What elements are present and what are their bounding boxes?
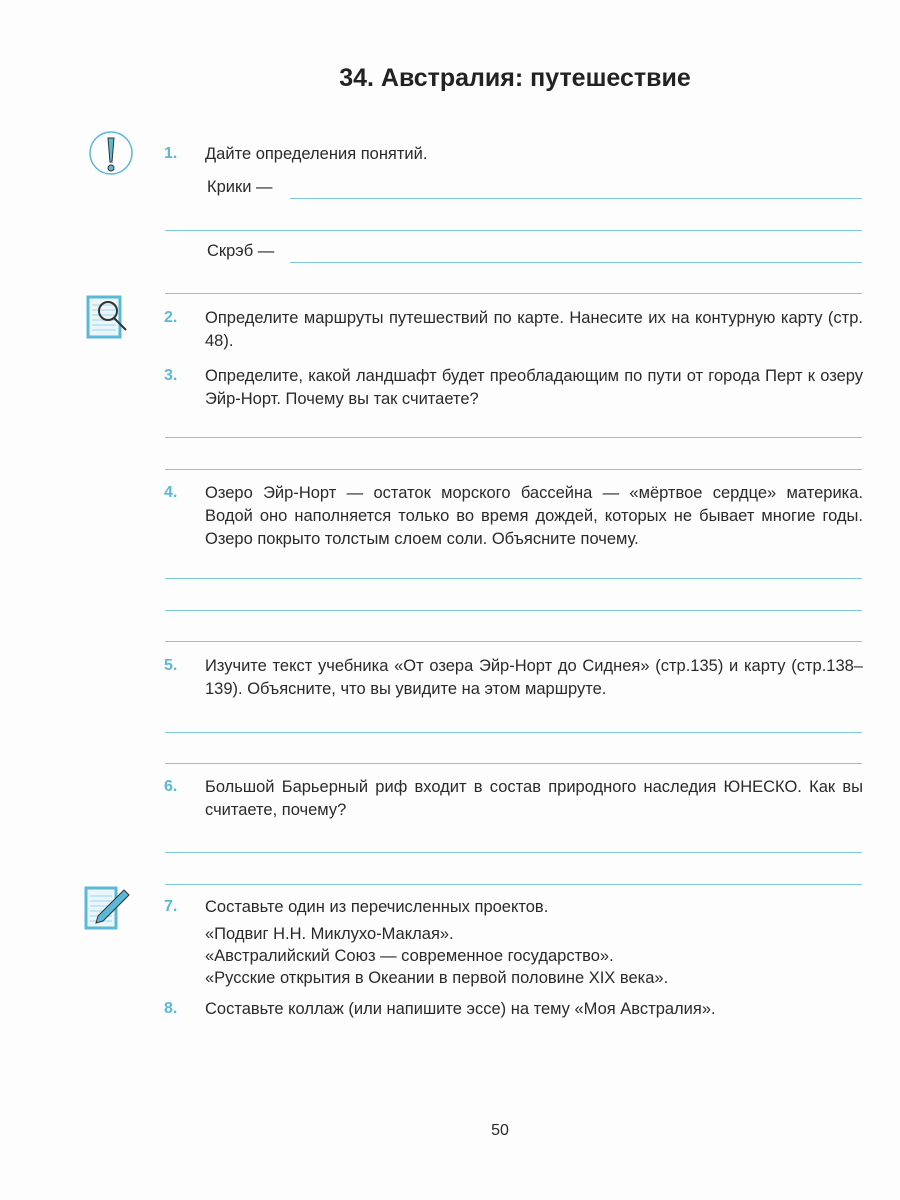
page-number: 50 [491, 1122, 509, 1139]
task-number: 7. [164, 898, 178, 915]
task-text: Составьте один из перечисленных проектов. [205, 898, 549, 916]
task-number: 6. [164, 778, 178, 795]
answer-line[interactable] [165, 732, 862, 733]
task-number: 8. [164, 1000, 178, 1017]
task-text: Озеро Эйр-Норт — остаток морского бассейна — «мёртвое сердце» материка. Водой оно наполняется только во время дождей, которых не бывает многие годы. Озеро покрыто толстым слоем соли. Объясните почему. [205, 484, 863, 548]
task-number: 3. [164, 367, 178, 384]
term-label: Крики — [207, 178, 273, 196]
answer-line[interactable] [165, 469, 862, 470]
answer-line[interactable] [165, 641, 862, 642]
project-item: «Русские открытия в Океании в первой половине XIX века». [205, 969, 669, 987]
pencil-document-icon [84, 884, 132, 932]
answer-line[interactable] [165, 610, 862, 611]
answer-line[interactable] [290, 262, 862, 263]
page-title: 34. Австралия: путешествие [339, 64, 691, 92]
task-number: 2. [164, 309, 178, 326]
project-item: «Подвиг Н.Н. Миклухо-Маклая». [205, 925, 454, 943]
task-text: Составьте коллаж (или напишите эссе) на тему «Моя Австралия». [205, 1000, 716, 1018]
exclamation-icon [88, 130, 134, 176]
answer-line[interactable] [290, 198, 862, 199]
magnifier-document-icon [86, 295, 134, 343]
task-number: 1. [164, 145, 178, 162]
task-text: Большой Барьерный риф входит в состав природного наследия ЮНЕСКО. Как вы считаете, почему? [205, 778, 863, 819]
term-label: Скрэб — [207, 242, 275, 260]
task-text: Изучите текст учебника «От озера Эйр-Норт до Сиднея» (стр.135) и карту (стр.138–139). Объясните, что вы увидите на этом маршруте. [205, 657, 863, 698]
answer-line[interactable] [165, 763, 862, 764]
project-item: «Австралийский Союз — современное государство». [205, 947, 614, 965]
task-text: Дайте определения понятий. [205, 145, 428, 163]
task-text: Определите маршруты путешествий по карте. Нанесите их на контурную карту (стр. 48). [205, 309, 863, 350]
task-number: 4. [164, 484, 178, 501]
answer-line[interactable] [165, 884, 862, 885]
answer-line[interactable] [165, 852, 862, 853]
answer-line[interactable] [165, 293, 862, 294]
task-text: Определите, какой ландшафт будет преобладающим по пути от города Перт к озеру Эйр-Норт. Почему вы так считаете? [205, 367, 863, 408]
answer-line[interactable] [165, 578, 862, 579]
task-number: 5. [164, 657, 178, 674]
answer-line[interactable] [165, 230, 862, 231]
answer-line[interactable] [165, 437, 862, 438]
